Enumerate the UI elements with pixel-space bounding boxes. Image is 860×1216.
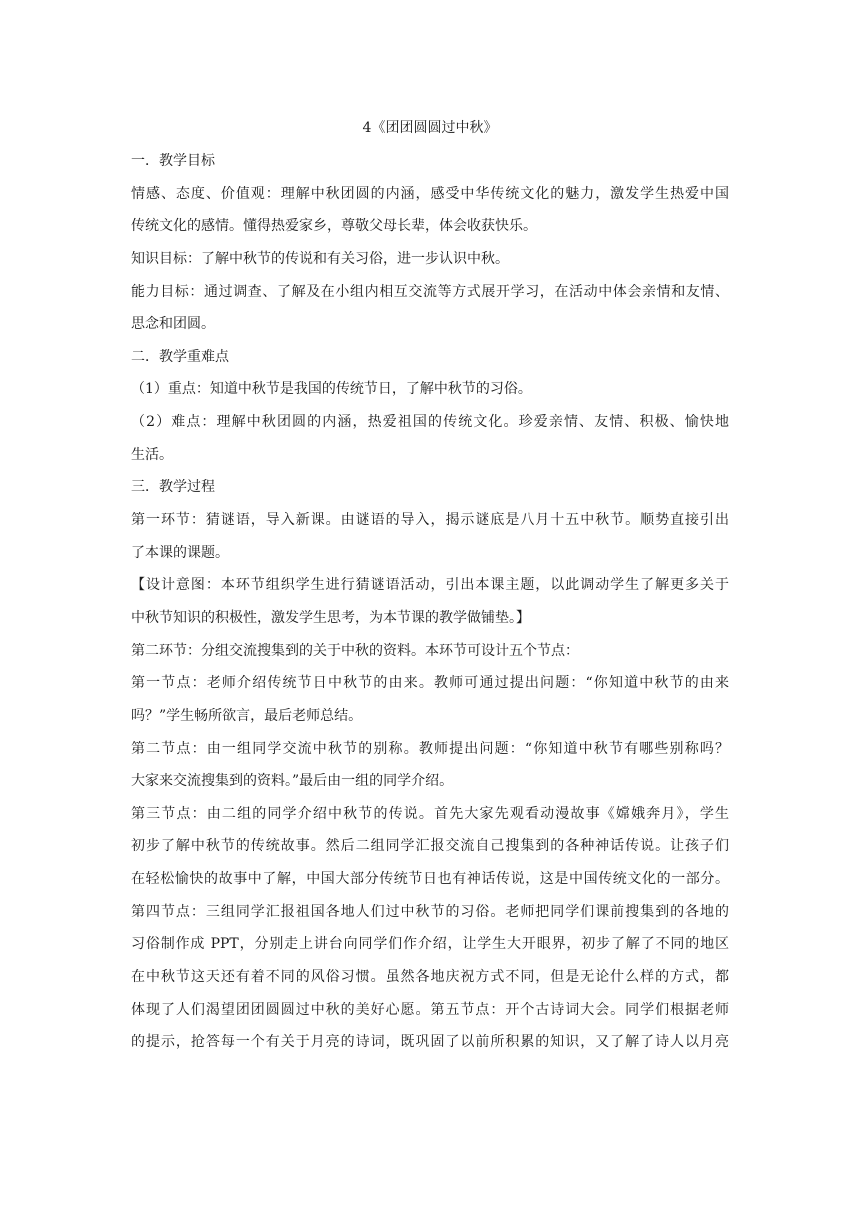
paragraph-line: 生活。	[131, 446, 173, 463]
paragraph-line: 了本课的课题。	[131, 544, 229, 561]
paragraph-line: 初步了解中秋节的传统故事。然后二组同学汇报交流自己搜集到的各种神话传说。让孩子们	[131, 838, 729, 855]
paragraph-line: 第一环节：猜谜语，导入新课。由谜语的导入，揭示谜底是八月十五中秋节。顺势直接引出	[131, 512, 729, 529]
paragraph-line: 思念和团圆。	[131, 316, 215, 333]
section-heading-key-points: 二．教学重难点	[131, 348, 229, 365]
paragraph-line: （2）难点：理解中秋团圆的内涵，热爱祖国的传统文化。珍爱亲情、友情、积极、愉快地	[131, 414, 729, 431]
paragraph-line: 习俗制作成 PPT，分别走上讲台向同学们作介绍，让学生大开眼界，初步了解了不同的地区	[131, 936, 729, 953]
document-title: 4《团团圆圆过中秋》	[362, 120, 498, 136]
paragraph-line: 第四节点：三组同学汇报祖国各地人们过中秋节的习俗。老师把同学们课前搜集到的各地的	[131, 903, 729, 920]
paragraph-line: 第二节点：由一组同学交流中秋节的别称。教师提出问题：“你知道中秋节有哪些别称吗？	[131, 740, 729, 757]
paragraph-line: 吗？”学生畅所欲言，最后老师总结。	[131, 707, 363, 724]
section-heading-process: 三．教学过程	[131, 479, 215, 496]
paragraph-line: 知识目标：了解中秋节的传说和有关习俗，进一步认识中秋。	[131, 250, 509, 267]
paragraph-line: 第一节点：老师介绍传统节日中秋节的由来。教师可通过提出问题：“你知道中秋节的由来	[131, 675, 729, 692]
paragraph-line: 能力目标：通过调查、了解及在小组内相互交流等方式展开学习，在活动中体会亲情和友情、	[131, 283, 729, 300]
paragraph-line: 情感、态度、价值观：理解中秋团圆的内涵，感受中华传统文化的魅力，激发学生热爱中国	[131, 185, 729, 202]
section-heading-objectives: 一．教学目标	[131, 153, 215, 169]
paragraph-line: 第三节点：由二组的同学介绍中秋节的传说。首先大家先观看动漫故事《嫦娥奔月》，学生	[131, 805, 729, 822]
paragraph-line: 体现了人们渴望团团圆圆过中秋的美好心愿。第五节点：开个古诗词大会。同学们根据老师	[131, 1001, 729, 1018]
paragraph-line: 第二环节：分组交流搜集到的关于中秋的资料。本环节可设计五个节点：	[131, 642, 579, 659]
document-body	[131, 118, 729, 1065]
paragraph-line: 传统文化的感情。懂得热爱家乡，尊敬父母长辈，体会收获快乐。	[131, 218, 537, 235]
paragraph-line: 在中秋节这天还有着不同的风俗习惯。虽然各地庆祝方式不同，但是无论什么样的方式，都	[131, 969, 729, 986]
paragraph-line: 在轻松愉快的故事中了解，中国大部分传统节日也有神话传说，这是中国传统文化的一部分。	[131, 871, 729, 888]
paragraph-line: 大家来交流搜集到的资料。”最后由一组的同学介绍。	[131, 773, 454, 790]
paragraph-line: 中秋节知识的积极性，激发学生思考，为本节课的教学做铺垫。】	[131, 609, 530, 626]
paragraph-line: 的提示，抢答每一个有关于月亮的诗词，既巩固了以前所积累的知识，又了解了诗人以月亮	[131, 1034, 729, 1051]
paragraph-line: 【设计意图：本环节组织学生进行猜谜语活动，引出本课主题，以此调动学生了解更多关于	[131, 577, 729, 594]
paragraph-line: （1）重点：知道中秋节是我国的传统节日，了解中秋节的习俗。	[131, 381, 532, 398]
